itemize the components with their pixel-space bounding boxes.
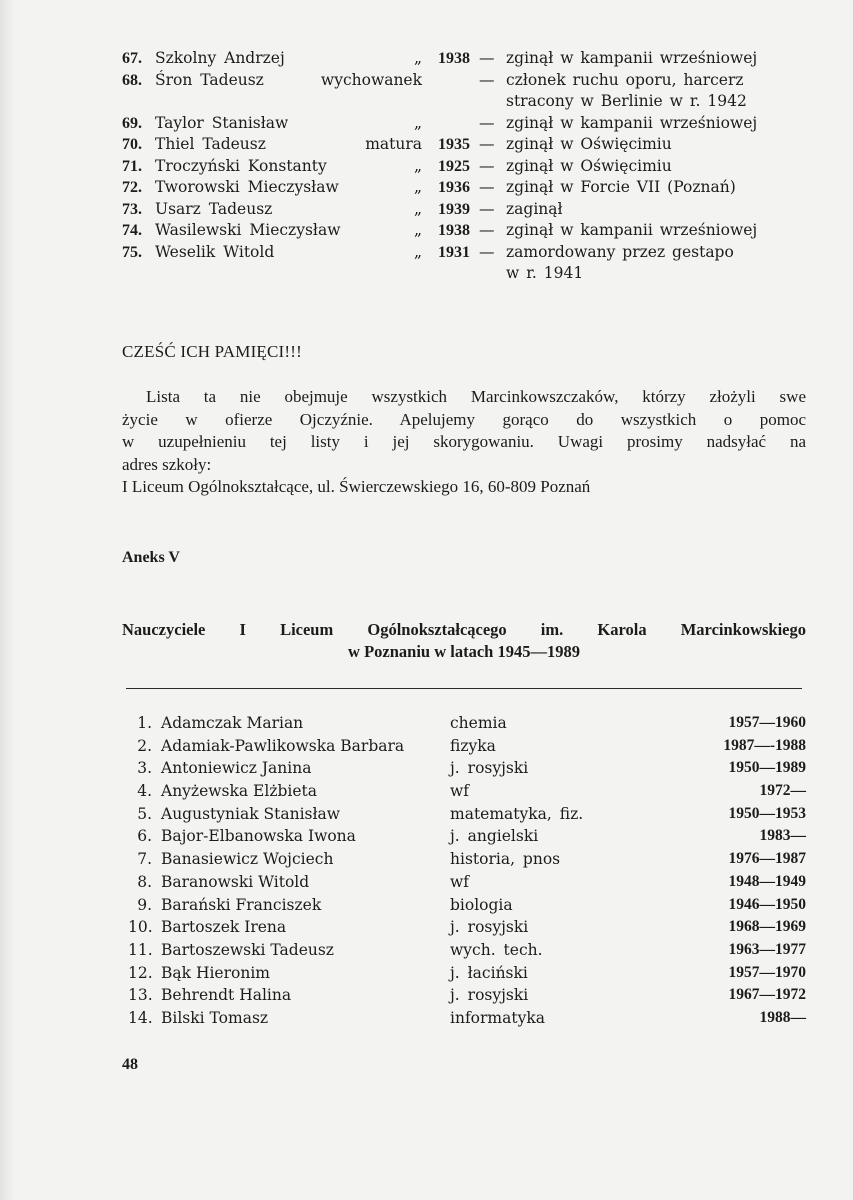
teacher-name: Banasiewicz Wojciech xyxy=(161,850,334,869)
teacher-row xyxy=(128,894,808,917)
victim-name: Thiel Tadeusz xyxy=(155,135,266,153)
teacher-number: 11. xyxy=(128,940,153,959)
victim-row xyxy=(122,220,812,242)
teacher-years: 1946—1950 xyxy=(728,895,806,913)
victim-year: 1931 xyxy=(438,243,470,261)
school-address: I Liceum Ogólnokształcące, ul. Świerczewskiego 16, 60-809 Poznań xyxy=(122,477,591,496)
victim-fate: zginął w kampanii wrześniowej xyxy=(506,221,758,239)
victim-number: 75. xyxy=(122,243,142,261)
teacher-years: 1948—1949 xyxy=(728,872,806,890)
teacher-name: Augustyniak Stanisław xyxy=(161,804,341,823)
teacher-row xyxy=(128,712,808,735)
victim-dash: — xyxy=(479,113,495,132)
victim-number: 73. xyxy=(122,200,142,218)
victim-number: 70. xyxy=(122,136,142,153)
victim-name: Troczyński Konstanty xyxy=(155,156,327,175)
teacher-subject: fizyka xyxy=(450,736,496,755)
teacher-number: 10. xyxy=(128,918,153,937)
victim-name: Usarz Tadeusz xyxy=(155,199,273,218)
victim-row xyxy=(122,48,812,70)
teacher-number: 2. xyxy=(137,736,152,755)
teacher-subject: wf xyxy=(450,872,470,891)
victim-row xyxy=(122,134,812,156)
teacher-row xyxy=(128,939,808,962)
victim-fate: stracony w Berlinie w r. 1942 xyxy=(506,92,747,110)
teacher-row xyxy=(128,780,808,803)
victim-row-continuation xyxy=(122,263,812,285)
teacher-number: 14. xyxy=(128,1008,153,1027)
teacher-name: Adamiak-Pawlikowska Barbara xyxy=(161,736,405,755)
teacher-number: 4. xyxy=(137,782,152,801)
victim-status: matura xyxy=(365,135,422,153)
teacher-subject: historia, pnos xyxy=(450,850,561,869)
teacher-subject: j. angielski xyxy=(450,827,539,846)
victim-fate: w r. 1941 xyxy=(506,264,584,282)
teacher-subject: biologia xyxy=(450,895,513,914)
teacher-years: 1957—1960 xyxy=(728,714,806,731)
victim-name: Taylor Stanisław xyxy=(155,113,289,132)
teacher-name: Barański Franciszek xyxy=(161,895,322,914)
victim-number: 71. xyxy=(122,157,142,175)
teacher-years: 1950—1989 xyxy=(728,759,806,777)
victim-fate: zginął w kampanii wrześniowej xyxy=(506,49,758,67)
victim-fate: zginął w kampanii wrześniowej xyxy=(506,113,758,132)
teacher-row xyxy=(128,984,808,1007)
victim-dash: — xyxy=(479,221,495,239)
victim-fate: zginął w Forcie VII (Poznań) xyxy=(506,178,736,196)
teacher-years: 1950—1953 xyxy=(728,804,806,822)
victim-dash: — xyxy=(479,135,495,153)
victim-status: „ xyxy=(413,49,422,67)
teacher-subject: j. rosyjski xyxy=(450,759,529,778)
teachers-list xyxy=(128,712,808,1030)
victim-fate: zginął w Oświęcimiu xyxy=(506,156,672,175)
teacher-number: 7. xyxy=(137,850,152,869)
teacher-row xyxy=(128,962,808,985)
victim-status: „ xyxy=(413,199,422,218)
victim-row xyxy=(122,199,812,221)
teacher-number: 9. xyxy=(137,895,152,914)
victim-number: 72. xyxy=(122,179,142,196)
victim-year: 1938 xyxy=(438,222,470,239)
teacher-years: 1972— xyxy=(759,782,806,800)
victim-dash: — xyxy=(479,178,495,196)
victim-dash: — xyxy=(479,49,495,67)
teacher-number: 12. xyxy=(128,963,153,982)
teacher-name: Bartoszek Irena xyxy=(161,918,287,937)
victim-name: Tworowski Mieczysław xyxy=(155,178,339,196)
appeal-paragraph xyxy=(122,386,806,499)
victim-number: 68. xyxy=(122,71,142,89)
teacher-row xyxy=(128,1007,808,1030)
victim-dash: — xyxy=(479,242,495,261)
teacher-name: Bajor-Elbanowska Iwona xyxy=(161,827,356,846)
teacher-name: Anyżewska Elżbieta xyxy=(161,782,318,801)
victim-name: Szkolny Andrzej xyxy=(155,49,285,67)
teacher-number: 1. xyxy=(137,714,152,732)
teacher-subject: wych. tech. xyxy=(450,940,543,959)
victim-name: Wasilewski Mieczysław xyxy=(155,221,341,239)
victim-number: 69. xyxy=(122,114,142,132)
annex-title-line-2: w Poznaniu w latach 1945—1989 xyxy=(348,642,580,661)
teacher-number: 13. xyxy=(128,986,153,1005)
victim-status: „ xyxy=(413,178,422,196)
teacher-row xyxy=(128,757,808,780)
teacher-number: 8. xyxy=(137,872,152,891)
victim-row xyxy=(122,70,812,92)
teacher-subject: j. rosyjski xyxy=(450,986,529,1005)
victim-row xyxy=(122,177,812,199)
victim-fate: zginął w Oświęcimiu xyxy=(506,135,672,153)
victims-list xyxy=(122,48,812,285)
horizontal-rule xyxy=(126,688,802,689)
teacher-name: Adamczak Marian xyxy=(161,714,304,732)
paragraph-line: życie w ofierze Ojczyźnie. Apelujemy gorąco do wszystkich o pomoc xyxy=(122,409,806,429)
teacher-years: 1968—1969 xyxy=(728,918,806,936)
teacher-name: Bilski Tomasz xyxy=(161,1008,269,1027)
teacher-subject: matematyka, fiz. xyxy=(450,804,584,823)
teacher-number: 3. xyxy=(137,759,152,778)
teacher-row xyxy=(128,871,808,894)
teacher-years: 1976—1987 xyxy=(728,850,806,868)
victim-fate: zamordowany przez gestapo xyxy=(506,242,734,261)
victim-dash: — xyxy=(479,70,495,89)
paragraph-line: Lista ta nie obejmuje wszystkich Marcinkowszczaków, którzy złożyli swe xyxy=(146,387,806,406)
teacher-subject: informatyka xyxy=(450,1008,545,1027)
teacher-years: 1983— xyxy=(759,827,806,845)
victim-status: „ xyxy=(413,221,422,239)
teacher-subject: j. rosyjski xyxy=(450,918,529,937)
victim-year: 1938 xyxy=(438,50,470,67)
victim-year: 1936 xyxy=(438,179,470,196)
victim-row xyxy=(122,113,812,135)
victim-year: 1939 xyxy=(438,200,470,218)
teacher-years: 1967—1972 xyxy=(728,986,806,1004)
teacher-number: 6. xyxy=(137,827,152,846)
page-edge-shadow xyxy=(0,0,14,1200)
teacher-years: 1957—1970 xyxy=(728,963,806,981)
victim-status: „ xyxy=(413,242,422,261)
victim-fate: zaginął xyxy=(506,199,563,218)
victim-row-continuation xyxy=(122,91,812,113)
teacher-name: Bartoszewski Tadeusz xyxy=(161,940,334,959)
victim-dash: — xyxy=(479,156,495,175)
victim-number: 67. xyxy=(122,50,142,67)
annex-title xyxy=(122,619,806,663)
teacher-number: 5. xyxy=(137,804,152,823)
teacher-row xyxy=(128,735,808,758)
paragraph-line: adres szkoły: xyxy=(122,454,212,474)
teacher-years: 1963—1977 xyxy=(728,940,806,958)
teacher-name: Antoniewicz Janina xyxy=(161,759,312,778)
teacher-subject: j. łaciński xyxy=(450,963,528,982)
victim-year: 1935 xyxy=(438,136,470,153)
victim-name: Śron Tadeusz xyxy=(155,70,264,89)
teacher-row xyxy=(128,803,808,826)
paragraph-line: w uzupełnieniu tej listy i jej skorygowaniu. Uwagi prosimy nadsyłać na xyxy=(122,432,806,451)
victim-dash: — xyxy=(479,199,495,218)
teacher-row xyxy=(128,916,808,939)
victim-row xyxy=(122,242,812,264)
teacher-name: Behrendt Halina xyxy=(161,986,292,1005)
victim-status: wychowanek xyxy=(320,70,422,89)
victim-name: Weselik Witold xyxy=(155,242,275,261)
teacher-years: 1987—-1988 xyxy=(723,736,806,754)
annex-title-line-1: Nauczyciele I Liceum Ogólnokształcącego im. Karola Marcinkowskiego xyxy=(122,620,806,639)
victim-row xyxy=(122,156,812,178)
victim-number: 74. xyxy=(122,222,142,239)
victim-status: „ xyxy=(413,113,422,132)
victim-fate: członek ruchu oporu, harcerz xyxy=(506,70,744,89)
teacher-subject: chemia xyxy=(450,714,507,732)
honor-line: CZEŚĆ ICH PAMIĘCI!!! xyxy=(122,342,302,361)
victim-year: 1925 xyxy=(438,157,470,175)
teacher-name: Baranowski Witold xyxy=(161,872,310,891)
teacher-row xyxy=(128,825,808,848)
annex-label: Aneks V xyxy=(122,549,180,566)
victim-status: „ xyxy=(413,156,422,175)
teacher-subject: wf xyxy=(450,782,470,801)
teacher-years: 1988— xyxy=(759,1008,806,1026)
teacher-name: Bąk Hieronim xyxy=(161,963,270,982)
teacher-row xyxy=(128,848,808,871)
page-number: 48 xyxy=(122,1056,138,1073)
